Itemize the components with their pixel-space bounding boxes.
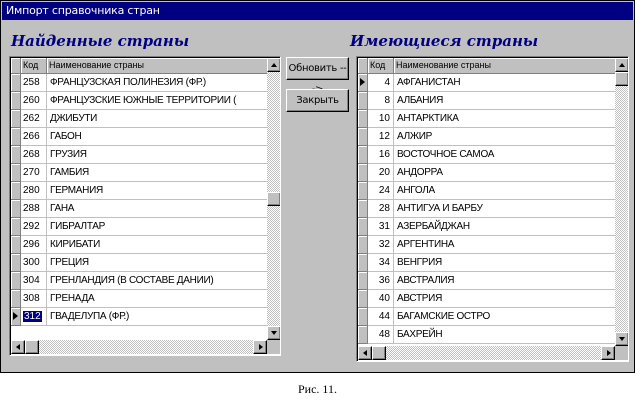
cell-code-value: 10 [378, 113, 390, 124]
cell-code[interactable] [368, 236, 394, 254]
figure-caption: Рис. 11. [298, 382, 337, 396]
scroll-thumb[interactable] [267, 192, 281, 206]
table-row[interactable] [358, 326, 616, 344]
cell-code-value: 292 [23, 221, 40, 232]
cell-code-value: 12 [378, 131, 390, 142]
arrow-up-icon [619, 63, 625, 67]
hscroll-thumb[interactable] [372, 346, 386, 360]
cell-code-value: 304 [23, 275, 40, 286]
header-corner [11, 58, 21, 74]
row-indicator[interactable] [11, 128, 21, 146]
cell-name[interactable]: ГРЕНАДА [47, 290, 269, 308]
cell-code[interactable] [21, 74, 47, 92]
cell-name[interactable]: АЛЖИР [394, 128, 616, 146]
cell-name[interactable]: АЛБАНИЯ [394, 92, 616, 110]
table-row[interactable] [358, 164, 616, 182]
row-indicator[interactable] [11, 92, 21, 110]
cell-code[interactable] [21, 110, 47, 128]
cell-code[interactable] [21, 254, 47, 272]
cell-code[interactable] [368, 110, 394, 128]
cell-name[interactable]: БАХРЕЙН [394, 326, 616, 344]
scrollbar-corner [615, 346, 629, 360]
scroll-up-button[interactable] [615, 58, 629, 72]
table-row[interactable] [11, 272, 269, 290]
cell-code[interactable] [368, 218, 394, 236]
cell-name[interactable]: АНТАРКТИКА [394, 110, 616, 128]
row-indicator[interactable] [358, 236, 368, 254]
row-indicator[interactable] [11, 74, 21, 92]
arrow-right-icon [607, 350, 611, 356]
row-indicator[interactable] [358, 308, 368, 326]
row-indicator[interactable] [358, 182, 368, 200]
table-row[interactable] [358, 308, 616, 326]
arrow-right-icon [259, 344, 263, 350]
row-indicator[interactable] [11, 164, 21, 182]
cell-code-value: 48 [378, 329, 390, 340]
table-row[interactable] [11, 128, 269, 146]
row-indicator[interactable] [358, 326, 368, 344]
found-countries-heading: Найденные страны [11, 32, 190, 50]
column-header-code[interactable]: Код [368, 58, 394, 74]
cell-name[interactable]: АНГОЛА [394, 182, 616, 200]
cell-code-value: 312 [24, 311, 41, 322]
cell-code[interactable] [21, 308, 47, 326]
cell-code[interactable] [368, 164, 394, 182]
existing-countries-heading: Имеющиеся страны [350, 32, 539, 50]
cell-code[interactable] [21, 290, 47, 308]
scroll-up-button[interactable] [267, 58, 281, 72]
cell-code-value: 16 [378, 149, 390, 160]
cell-name[interactable]: ГЕРМАНИЯ [47, 182, 269, 200]
cell-code[interactable] [368, 290, 394, 308]
table-row[interactable] [11, 74, 269, 92]
row-indicator[interactable] [358, 164, 368, 182]
cell-code[interactable] [21, 200, 47, 218]
cell-code[interactable] [21, 164, 47, 182]
grid-rows [358, 74, 616, 344]
row-indicator[interactable] [11, 236, 21, 254]
grid-rows [11, 74, 269, 326]
table-row[interactable] [358, 200, 616, 218]
cell-code[interactable] [368, 272, 394, 290]
close-button[interactable]: Закрыть [286, 89, 349, 112]
column-header-name[interactable]: Наименование страны [47, 58, 269, 74]
cell-name[interactable]: ГРУЗИЯ [47, 146, 269, 164]
scroll-right-button[interactable] [253, 340, 267, 354]
table-row[interactable] [358, 272, 616, 290]
cell-name[interactable]: ГАНА [47, 200, 269, 218]
cell-code-value: 40 [378, 293, 390, 304]
table-row[interactable] [11, 182, 269, 200]
cell-code[interactable] [21, 146, 47, 164]
cell-code-value: 31 [378, 221, 390, 232]
cell-code-value: 258 [23, 77, 40, 88]
cell-code-value: 266 [23, 131, 40, 142]
table-row[interactable] [11, 290, 269, 308]
cell-name[interactable]: БАГАМСКИЕ ОСТРО [394, 308, 616, 326]
cell-code[interactable] [21, 272, 47, 290]
scrollbar-corner [267, 340, 281, 354]
cell-name[interactable]: ГИБРАЛТАР [47, 218, 269, 236]
cell-name[interactable]: ФРАНЦУЗСКАЯ ПОЛИНЕЗИЯ (ФР.) [47, 74, 269, 92]
cell-name[interactable]: ДЖИБУТИ [47, 110, 269, 128]
table-row[interactable] [11, 92, 269, 110]
column-header-code[interactable]: Код [21, 58, 47, 74]
row-indicator[interactable] [358, 128, 368, 146]
cell-code-value: 34 [378, 257, 390, 268]
cell-code-value: 36 [378, 275, 390, 286]
cell-code[interactable] [368, 308, 394, 326]
cell-code[interactable] [21, 236, 47, 254]
window-title: Импорт справочника стран [2, 2, 633, 20]
scroll-down-button[interactable] [615, 332, 629, 346]
arrow-left-icon [16, 344, 20, 350]
table-row[interactable] [358, 110, 616, 128]
cell-code-value: 24 [378, 185, 390, 196]
grid-header [11, 58, 269, 74]
cell-code-value: 308 [23, 293, 40, 304]
cell-name[interactable]: ГАБОН [47, 128, 269, 146]
cell-code[interactable] [368, 200, 394, 218]
cell-code[interactable] [368, 182, 394, 200]
cell-code-value: 300 [23, 257, 40, 268]
cell-name[interactable]: ГРЕЦИЯ [47, 254, 269, 272]
cell-name[interactable]: АНДОРРА [394, 164, 616, 182]
cell-name[interactable]: ГАМБИЯ [47, 164, 269, 182]
header-corner [358, 58, 368, 74]
row-indicator[interactable] [11, 272, 21, 290]
table-row[interactable] [358, 74, 616, 92]
scroll-thumb[interactable] [615, 72, 629, 86]
table-row[interactable] [358, 218, 616, 236]
horizontal-scrollbar[interactable] [358, 346, 615, 360]
table-row[interactable] [358, 254, 616, 272]
cell-code-value: 280 [23, 185, 40, 196]
cell-name[interactable]: АНТИГУА И БАРБУ [394, 200, 616, 218]
column-header-name[interactable]: Наименование страны [394, 58, 616, 74]
row-indicator[interactable] [11, 146, 21, 164]
hscroll-thumb[interactable] [25, 340, 39, 354]
cell-code[interactable] [368, 254, 394, 272]
cell-code-value: 8 [384, 95, 390, 106]
cell-name[interactable]: ФРАНЦУЗСКИЕ ЮЖНЫЕ ТЕРРИТОРИИ ( [47, 92, 269, 110]
row-indicator[interactable] [358, 272, 368, 290]
row-indicator[interactable] [358, 200, 368, 218]
row-indicator[interactable] [11, 200, 21, 218]
row-indicator[interactable] [11, 110, 21, 128]
cell-code[interactable] [368, 74, 394, 92]
row-indicator[interactable] [358, 110, 368, 128]
horizontal-scrollbar[interactable] [11, 340, 267, 354]
cell-code-value: 20 [378, 167, 390, 178]
table-row[interactable] [11, 146, 269, 164]
table-row[interactable] [358, 182, 616, 200]
table-row[interactable] [11, 308, 269, 326]
cell-code-value: 262 [23, 113, 40, 124]
row-indicator[interactable] [358, 92, 368, 110]
arrow-down-icon [271, 331, 277, 335]
current-row-indicator-icon[interactable] [11, 308, 21, 326]
arrow-up-icon [271, 63, 277, 67]
table-row[interactable] [11, 164, 269, 182]
refresh-button[interactable]: Обновить -- [286, 57, 349, 80]
vertical-scrollbar[interactable] [267, 58, 281, 340]
cell-code[interactable] [21, 92, 47, 110]
cell-name[interactable]: АЗЕРБАЙДЖАН [394, 218, 616, 236]
current-row-indicator-icon[interactable] [358, 74, 368, 92]
table-row[interactable] [11, 200, 269, 218]
arrow-left-icon [363, 350, 367, 356]
cell-code[interactable] [368, 146, 394, 164]
row-indicator[interactable] [11, 218, 21, 236]
cell-name[interactable]: АРГЕНТИНА [394, 236, 616, 254]
cell-code[interactable] [21, 128, 47, 146]
cell-code-value: 4 [384, 77, 390, 88]
arrow-down-icon [619, 337, 625, 341]
cell-name[interactable]: ГВАДЕЛУПА (ФР.) [47, 308, 269, 326]
cell-code[interactable] [21, 182, 47, 200]
existing-countries-grid[interactable] [356, 56, 629, 362]
scroll-left-button[interactable] [11, 340, 25, 354]
scroll-down-button[interactable] [267, 326, 281, 340]
row-indicator[interactable] [358, 146, 368, 164]
cell-code[interactable] [21, 218, 47, 236]
scroll-right-button[interactable] [601, 346, 615, 360]
row-indicator[interactable] [358, 290, 368, 308]
cell-code[interactable] [368, 92, 394, 110]
cell-name[interactable]: ВЕНГРИЯ [394, 254, 616, 272]
cell-code[interactable] [368, 326, 394, 344]
cell-code-value: 296 [23, 239, 40, 250]
table-row[interactable] [358, 92, 616, 110]
cell-code-value: 270 [23, 167, 40, 178]
found-countries-grid[interactable] [9, 56, 281, 356]
table-row[interactable] [11, 218, 269, 236]
table-row[interactable] [358, 236, 616, 254]
table-row[interactable] [358, 146, 616, 164]
table-row[interactable] [11, 254, 269, 272]
cell-name[interactable]: АВСТРАЛИЯ [394, 272, 616, 290]
cell-name[interactable]: ВОСТОЧНОЕ САМОА [394, 146, 616, 164]
cell-code-value: 44 [378, 311, 390, 322]
cell-code-value: 268 [23, 149, 40, 160]
row-indicator[interactable] [11, 254, 21, 272]
cell-name[interactable]: КИРИБАТИ [47, 236, 269, 254]
row-indicator[interactable] [358, 218, 368, 236]
cell-name[interactable]: АВСТРИЯ [394, 290, 616, 308]
cell-code-value: 260 [23, 95, 40, 106]
cell-code[interactable] [368, 128, 394, 146]
row-indicator[interactable] [358, 254, 368, 272]
cell-code-value: 28 [378, 203, 390, 214]
table-row[interactable] [358, 290, 616, 308]
cell-name[interactable]: ГРЕНЛАНДИЯ (В СОСТАВЕ ДАНИИ) [47, 272, 269, 290]
cell-name[interactable]: АФГАНИСТАН [394, 74, 616, 92]
vertical-scrollbar[interactable] [615, 58, 629, 346]
row-indicator[interactable] [11, 182, 21, 200]
table-row[interactable] [358, 128, 616, 146]
table-row[interactable] [11, 236, 269, 254]
grid-header [358, 58, 616, 74]
cell-code-value: 288 [23, 203, 40, 214]
scroll-left-button[interactable] [358, 346, 372, 360]
table-row[interactable] [11, 110, 269, 128]
cell-code-value: 32 [378, 239, 390, 250]
row-indicator[interactable] [11, 290, 21, 308]
